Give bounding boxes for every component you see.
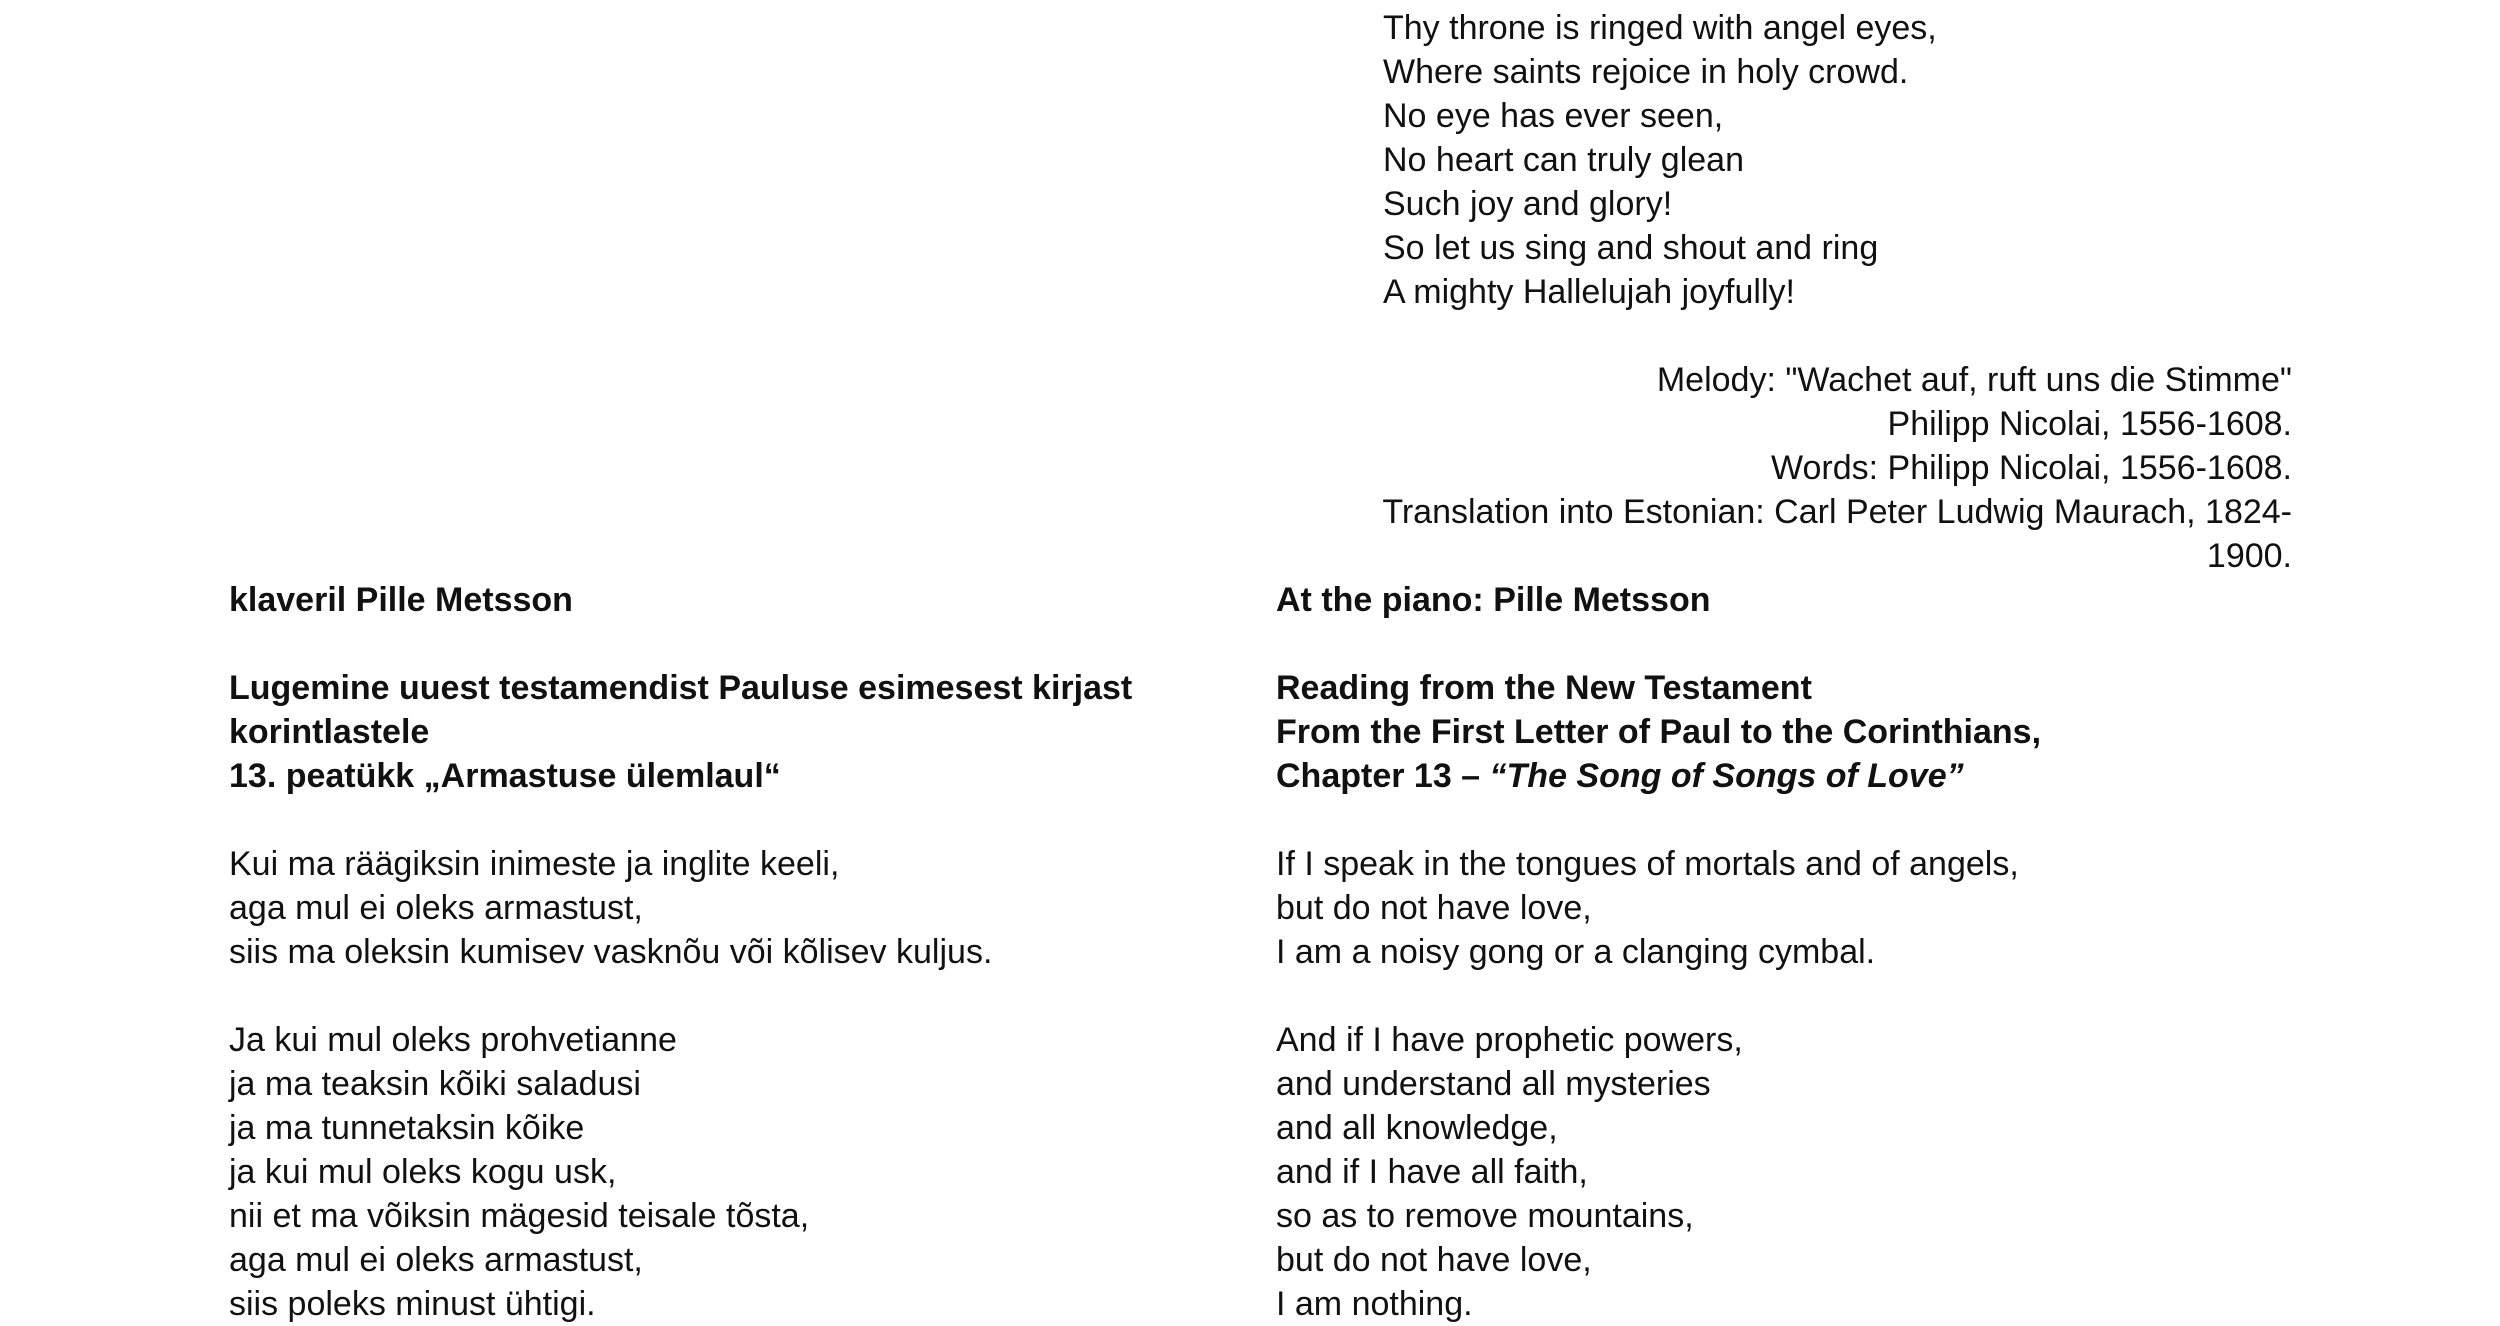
- hymn-credits: [1300, 358, 2292, 578]
- verse-line: aga mul ei oleks armastust,: [229, 889, 643, 927]
- verse-line: I am a noisy gong or a clanging cymbal.: [1276, 933, 1876, 971]
- hymn-line: No eye has ever seen,: [1383, 97, 1724, 135]
- verse-line: nii et ma võiksin mägesid teisale tõsta,: [229, 1197, 810, 1235]
- verse-line: And if I have prophetic powers,: [1276, 1021, 1743, 1059]
- hymn-line: So let us sing and shout and ring: [1383, 229, 1879, 267]
- verse-line: siis poleks minust ühtigi.: [229, 1285, 596, 1323]
- piano-credit: At the piano: Pille Metsson: [1276, 581, 1711, 619]
- reading-title: From the First Letter of Paul to the Corinthians,: [1276, 713, 2042, 751]
- chapter-name: “The Song of Songs of Love”: [1489, 757, 1964, 795]
- hymn-line: No heart can truly glean: [1383, 141, 1744, 179]
- verse-line: If I speak in the tongues of mortals and of angels,: [1276, 845, 2019, 883]
- spacer: [229, 622, 1229, 666]
- estonian-column: [229, 578, 1229, 1326]
- verse-line: ja ma tunnetaksin kõike: [229, 1109, 585, 1147]
- english-column: [1276, 578, 2376, 1326]
- verse-line: so as to remove mountains,: [1276, 1197, 1694, 1235]
- verse-line: Kui ma räägiksin inimeste ja inglite keeli,: [229, 845, 840, 883]
- verse-line: and understand all mysteries: [1276, 1065, 1711, 1103]
- hymn-stanza: [1383, 6, 2283, 314]
- credit-words: Words: Philipp Nicolai, 1556-1608.: [1771, 449, 2292, 487]
- credit-translation-years: 1900.: [2206, 537, 2292, 575]
- reading-title: Lugemine uuest testamendist Pauluse esimesest kirjast: [229, 669, 1133, 707]
- credit-melody: Melody: "Wachet auf, ruft uns die Stimme": [1656, 361, 2292, 399]
- verse-line: and if I have all faith,: [1276, 1153, 1588, 1191]
- verse-line: siis ma oleksin kumisev vasknõu või kõlisev kuljus.: [229, 933, 993, 971]
- hymn-line: Thy throne is ringed with angel eyes,: [1383, 9, 1937, 47]
- spacer: [229, 798, 1229, 842]
- spacer: [1276, 798, 2376, 842]
- spacer: [1276, 974, 2376, 1018]
- verse-line: I am nothing.: [1276, 1285, 1473, 1323]
- chapter-prefix: Chapter 13 –: [1276, 757, 1490, 795]
- verse-line: ja ma teaksin kõiki saladusi: [229, 1065, 641, 1103]
- hymn-line: A mighty Hallelujah joyfully!: [1383, 273, 1795, 311]
- piano-credit: klaveril Pille Metsson: [229, 581, 573, 619]
- credit-translation: Translation into Estonian: Carl Peter Ludwig Maurach, 1824-: [1382, 493, 2292, 531]
- spacer: [1276, 622, 2376, 666]
- verse-line: but do not have love,: [1276, 889, 1592, 927]
- hymn-line: Such joy and glory!: [1383, 185, 1673, 223]
- verse-line: but do not have love,: [1276, 1241, 1592, 1279]
- credit-composer: Philipp Nicolai, 1556-1608.: [1887, 405, 2292, 443]
- chapter-title: [1276, 754, 2376, 798]
- reading-title: Reading from the New Testament: [1276, 669, 1812, 707]
- reading-title: korintlastele: [229, 713, 430, 751]
- verse-line: Ja kui mul oleks prohvetianne: [229, 1021, 677, 1059]
- verse-line: and all knowledge,: [1276, 1109, 1558, 1147]
- spacer: [229, 974, 1229, 1018]
- verse-line: aga mul ei oleks armastust,: [229, 1241, 643, 1279]
- hymn-line: Where saints rejoice in holy crowd.: [1383, 53, 1909, 91]
- verse-line: ja kui mul oleks kogu usk,: [229, 1153, 617, 1191]
- chapter-title: 13. peatükk „Armastuse ülemlaul“: [229, 757, 781, 795]
